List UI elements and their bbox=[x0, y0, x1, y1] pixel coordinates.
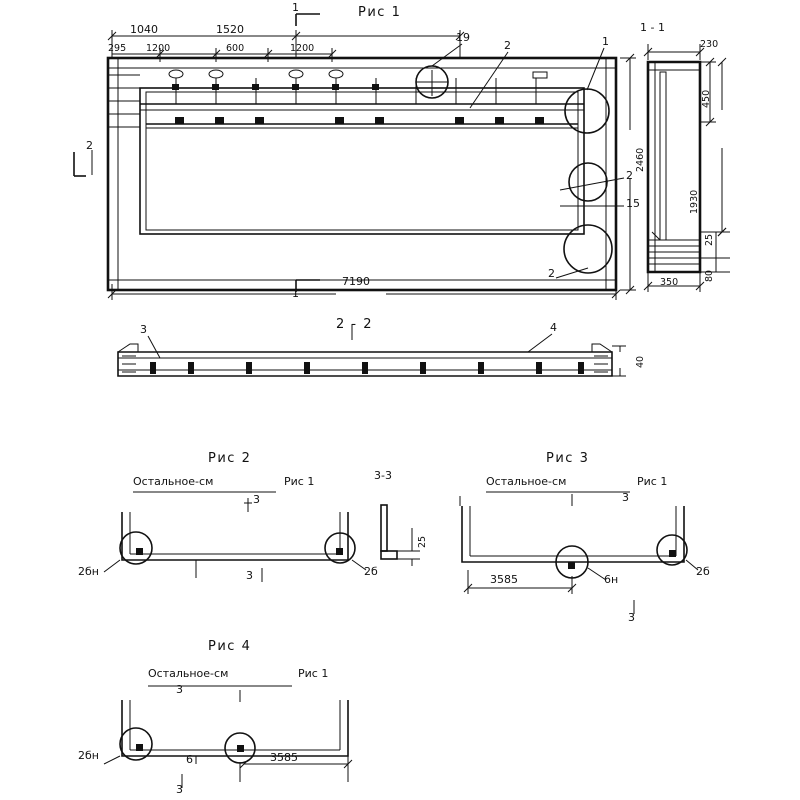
dim-2460: 2460 bbox=[635, 147, 646, 172]
fig3-mark-center: 6н bbox=[604, 573, 619, 586]
dim-25: 25 bbox=[704, 233, 715, 246]
fig3-mark-bottom: 3 bbox=[628, 611, 635, 624]
dim-450: 450 bbox=[701, 89, 712, 108]
dim-1200b: 1200 bbox=[290, 43, 315, 54]
dim-1040: 1040 bbox=[130, 23, 158, 36]
fig3-dim-3585: 3585 bbox=[490, 573, 518, 586]
mark-4-right: 4 bbox=[550, 321, 557, 334]
fig3-mark-right: 2б bbox=[696, 565, 710, 578]
fig4-note: Остальное-см bbox=[148, 667, 229, 680]
mark-3-left: 3 bbox=[140, 323, 147, 336]
fig3-title: Рис 3 bbox=[546, 451, 590, 466]
callout-2-right: 2 bbox=[626, 169, 633, 182]
fig4-mark-center: 6 bbox=[186, 753, 193, 766]
fig1-lifting-loops bbox=[169, 70, 547, 78]
fig1-section-marks bbox=[74, 14, 320, 292]
fig4-mark-left: 2бн bbox=[78, 749, 99, 762]
fig2-mark-mid: 3 bbox=[246, 569, 253, 582]
fig1-left-end-hatch bbox=[108, 75, 140, 127]
fig2-mark-left: 2бн bbox=[78, 565, 99, 578]
dim-1200a: 1200 bbox=[146, 43, 171, 54]
dim-295: 295 bbox=[108, 43, 127, 54]
fig3-note: Остальное-см bbox=[486, 475, 567, 488]
fig1-section-mark-bottom: 1 bbox=[292, 287, 299, 300]
fig2-mark-right: 2б bbox=[364, 565, 378, 578]
fig4-mark-top: 3 bbox=[176, 683, 183, 696]
dim-7190: 7190 bbox=[342, 275, 370, 288]
dim-40: 40 bbox=[635, 355, 646, 368]
fig2-mark-top: 3 bbox=[253, 493, 260, 506]
fig1-section-mark-top: 1 bbox=[292, 1, 299, 14]
section33-dim-25: 25 bbox=[417, 535, 428, 548]
fig1-outline bbox=[108, 58, 616, 290]
dim-350: 350 bbox=[660, 277, 679, 288]
fig4-mark-bottom: 3 bbox=[176, 783, 183, 796]
fig2-note: Остальное-см bbox=[133, 475, 214, 488]
fig2-geometry bbox=[104, 498, 366, 582]
fig3-mark-top: 3 bbox=[622, 491, 629, 504]
dim-80: 80 bbox=[704, 269, 715, 282]
section-3-3 bbox=[381, 505, 420, 566]
fig4-geometry bbox=[104, 690, 352, 788]
callout-15: 15 bbox=[626, 197, 640, 210]
section-1-1 bbox=[644, 44, 730, 292]
fig1-leaders bbox=[432, 44, 624, 278]
callout-2-top: 2 bbox=[504, 39, 511, 52]
fig1-section-mark-left: 2 bbox=[86, 139, 93, 152]
fig3-note-ref: Рис 1 bbox=[637, 475, 668, 488]
fig4-note-ref: Рис 1 bbox=[298, 667, 329, 680]
fig3-geometry bbox=[460, 491, 698, 614]
dim-230: 230 bbox=[700, 39, 719, 50]
section-1-1-title: 1 - 1 bbox=[640, 21, 665, 34]
fig4-title: Рис 4 bbox=[208, 639, 252, 654]
dim-600: 600 bbox=[226, 43, 245, 54]
fig4-dim-3585: 3585 bbox=[270, 751, 298, 764]
callout-2-bottom: 2 bbox=[548, 267, 555, 280]
fig2-note-ref: Рис 1 bbox=[284, 475, 315, 488]
fig2-title: Рис 2 bbox=[208, 451, 252, 466]
fig1-top-rebar bbox=[140, 104, 584, 110]
dim-1520: 1520 bbox=[216, 23, 244, 36]
fig1-detail-circles bbox=[416, 66, 612, 273]
callout-19: 19 bbox=[456, 31, 470, 44]
fig1-title: Рис 1 bbox=[358, 5, 402, 20]
section-2-2-title: 2 - 2 bbox=[336, 317, 373, 332]
dim-1930: 1930 bbox=[689, 189, 700, 214]
callout-1-top: 1 bbox=[602, 35, 609, 48]
section-3-3-title: 3-3 bbox=[374, 469, 392, 482]
